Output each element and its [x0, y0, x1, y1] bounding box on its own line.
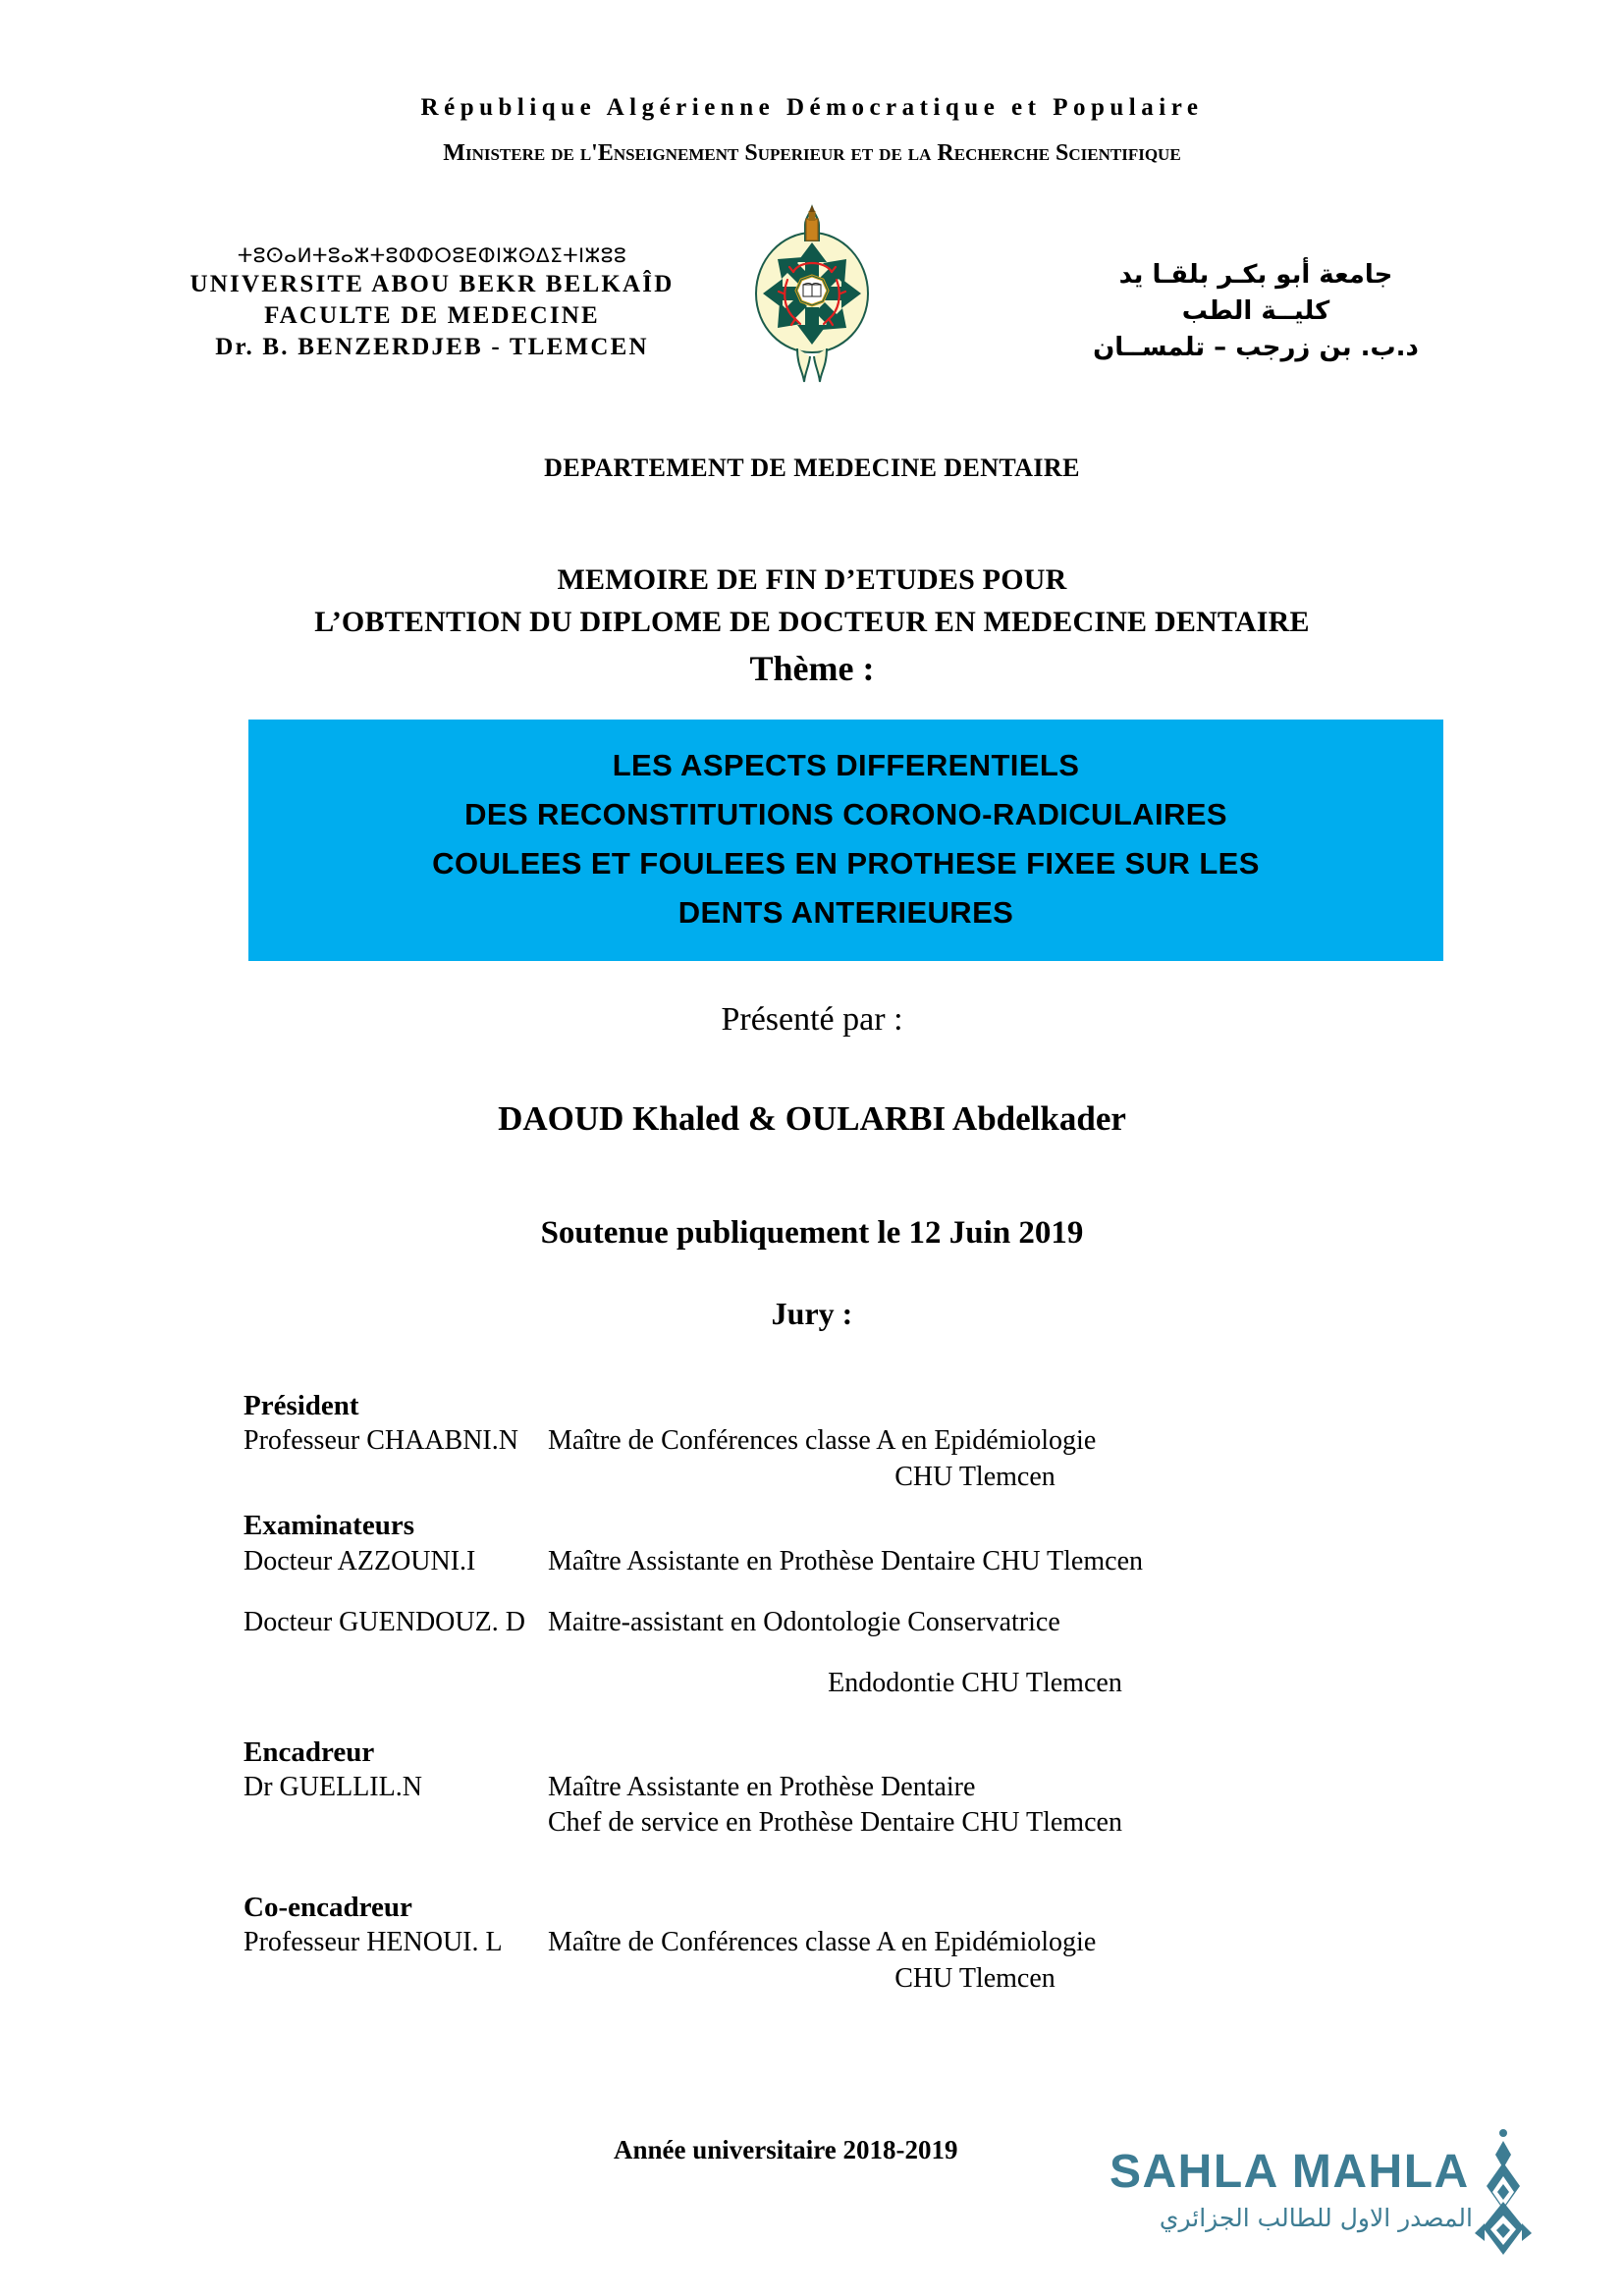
thesis-title-line-2: DES RECONSTITUTIONS CORONO-RADICULAIRES — [464, 797, 1227, 831]
republic-heading: République Algérienne Démocratique et Populaire — [420, 94, 1204, 121]
memoire-line1: MEMOIRE DE FIN D’ETUDES POUR — [557, 563, 1067, 596]
sahla-mahla-wordmark: SAHLA MAHLA — [1110, 2146, 1470, 2198]
jury-member-description — [548, 1605, 1402, 1702]
jury-list — [244, 1389, 1402, 1997]
university-block-french — [118, 243, 746, 363]
thesis-title-line-3: COULEES ET FOULEES EN PROTHESE FIXEE SUR LES — [432, 846, 1260, 881]
thesis-title-banner — [248, 720, 1443, 961]
jury-member-desc-line1: Maître Assistante en Prothèse Dentaire — [548, 1772, 976, 1803]
academic-year: Année universitaire 2018-2019 — [614, 2135, 958, 2164]
thesis-title-line-1: LES ASPECTS DIFFERENTIELS — [612, 748, 1080, 782]
jury-member-desc-line2: CHU Tlemcen — [894, 1461, 1056, 1492]
jury-member-row — [244, 1925, 1402, 1997]
university-seal-icon — [748, 203, 876, 385]
jury-member-name: Professeur CHAABNI.N — [244, 1425, 518, 1457]
jury-role-president: Président — [244, 1390, 359, 1421]
university-name-line2: FACULTE DE MEDECINE — [264, 301, 600, 329]
memoire-line2: L’OBTENTION DU DIPLOME DE DOCTEUR EN MEDECINE DENTAIRE — [314, 605, 1310, 638]
presented-by-label: Présenté par : — [721, 1001, 903, 1038]
jury-member-row — [244, 1605, 1402, 1702]
university-name-arabic-line3: د.ب. بن زرجب – تلمســان — [1093, 332, 1419, 362]
sahla-mahla-diamond-icon — [1465, 2125, 1542, 2263]
sahla-mahla-arabic-tagline: المصدر الاول للطالب الجزائري — [1159, 2204, 1473, 2232]
jury-member-desc-line2: Endodontie CHU Tlemcen — [828, 1668, 1122, 1699]
jury-member-desc-line1: Maître de Conférences classe A en Epidémiologie — [548, 1425, 1097, 1457]
university-name-line1: UNIVERSITE ABOU BEKR BELKAÎD — [189, 270, 675, 297]
jury-member-desc-line2: Chef de service en Prothèse Dentaire CHU Tlemcen — [548, 1807, 1122, 1839]
sahla-mahla-watermark — [1110, 2125, 1542, 2263]
jury-member-description — [548, 1544, 1402, 1579]
thesis-title-line-4: DENTS ANTERIEURES — [677, 895, 1014, 930]
jury-member-desc-line1: Maitre-assistant en Odontologie Conservatrice — [548, 1606, 1060, 1637]
university-name-tifinagh: ⵜⵓⵙⴰⵍⵜⵓⴰⵣⵜⵓⵀⵀⵔⵓⴹⵀⵏⵣⵙⵠⵉⵜⵏⵣⵓⵓ — [237, 243, 627, 267]
university-name-line3: Dr. B. BENZERDJEB - TLEMCEN — [215, 333, 649, 360]
jury-member-desc-line1: Maître Assistante en Prothèse Dentaire CHU Tlemcen — [548, 1545, 1143, 1576]
jury-member-name: Dr GUELLIL.N — [244, 1772, 422, 1803]
authors-names: DAOUD Khaled & OULARBI Abdelkader — [498, 1099, 1126, 1138]
jury-role-co-encadreur: Co-encadreur — [244, 1891, 412, 1923]
jury-member-row — [244, 1423, 1402, 1495]
jury-member-description — [548, 1770, 1402, 1842]
jury-member-description — [548, 1925, 1402, 1997]
jury-member-row — [244, 1770, 1402, 1842]
ministry-heading: Ministere de l'Enseignement Superieur et de la Recherche Scientifique — [443, 140, 1181, 166]
jury-member-desc-line2: CHU Tlemcen — [894, 1962, 1056, 1994]
jury-label: Jury : — [771, 1296, 853, 1331]
jury-role-examinateurs: Examinateurs — [244, 1510, 414, 1542]
university-name-arabic-line1: جامعة أبو بكـر بلقـا يد — [1118, 260, 1393, 290]
jury-member-desc-line1: Maître de Conférences classe A en Epidémiologie — [548, 1927, 1097, 1958]
department-heading: DEPARTEMENT DE MEDECINE DENTAIRE — [544, 454, 1080, 482]
university-name-arabic-line2: كليــة الطب — [1181, 295, 1330, 326]
jury-member-name: Docteur GUENDOUZ. D — [244, 1606, 525, 1637]
jury-member-description — [548, 1423, 1402, 1495]
university-block-arabic — [1045, 257, 1467, 366]
memoire-statement — [0, 560, 1624, 643]
jury-role-encadreur: Encadreur — [244, 1735, 375, 1768]
jury-member-name: Docteur AZZOUNI.I — [244, 1545, 476, 1576]
theme-label: Thème : — [749, 649, 875, 688]
defense-date: Soutenue publiquement le 12 Juin 2019 — [540, 1215, 1084, 1251]
jury-member-row — [244, 1544, 1402, 1579]
jury-member-name: Professeur HENOUI. L — [244, 1927, 503, 1958]
